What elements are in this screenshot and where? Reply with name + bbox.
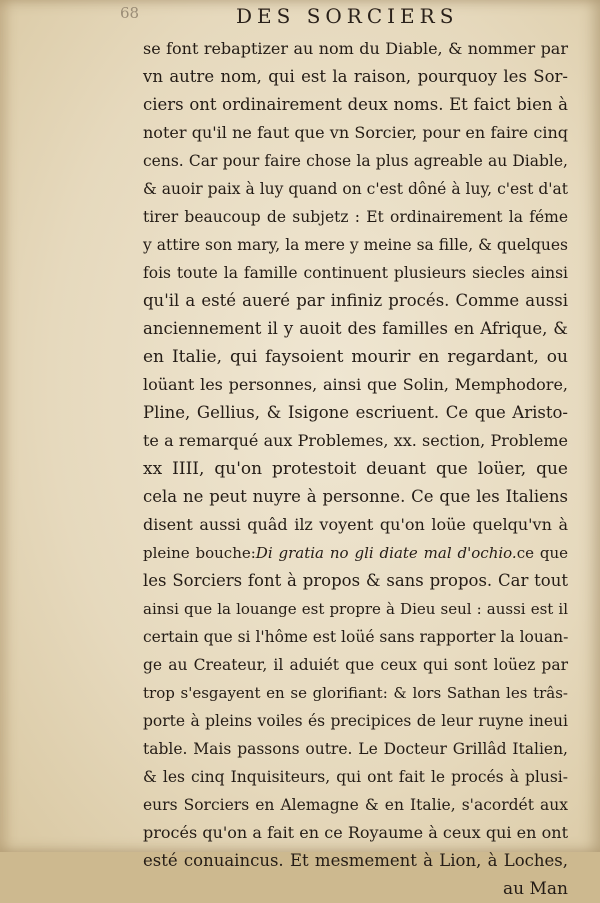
text-line: anciennement il y auoit des familles en Afrique, & — [143, 319, 568, 338]
text-line: & les cinq Inquisiteurs, qui ont fait le procés à plusi- — [143, 768, 568, 786]
text-line: porte à pleins voiles és precipices de leur ruyne ineui — [143, 712, 568, 730]
text-line: trop s'esgayent en se glorifiant: & lors Sathan les trâs- — [143, 684, 568, 702]
body-text — [143, 35, 568, 903]
text-line: cela ne peut nuyre à personne. Ce que les Italiens — [143, 487, 568, 506]
text-line: procés qu'on a fait en ce Royaume à ceux qui en ont — [143, 823, 568, 842]
text-line: vn autre nom, qui est la raison, pourquoy les Sor- — [143, 67, 568, 86]
text-line-with-quote — [143, 539, 568, 567]
text-line: tirer beaucoup de subjetz : Et ordinairement la féme — [143, 208, 568, 226]
text-line: certain que si l'hôme est loüé sans rapporter la louan- — [143, 628, 569, 646]
text-line: les Sorciers font à propos & sans propos. Car tout — [143, 571, 568, 590]
text-line: noter qu'il ne faut que vn Sorcier, pour en faire cinq — [143, 123, 568, 142]
text-line: esté conuaincus. Et mesmement à Lion, à Loches, — [143, 851, 568, 870]
page-number: 68 — [120, 4, 140, 22]
running-title: DES SORCIERS — [236, 4, 459, 28]
text-line: & auoir paix à luy quand on c'est dôné à luy, c'est d'at — [143, 180, 568, 198]
text-line: fois toute la famille continuent plusieurs siecles ainsi — [143, 264, 568, 282]
text-segment: pleine bouche: — [143, 544, 256, 562]
text-line: cens. Car pour faire chose la plus agreable au Diable, — [143, 152, 568, 170]
text-line: ainsi que la louange est propre à Dieu seul : aussi est il — [143, 600, 568, 618]
text-line: se font rebaptizer au nom du Diable, & nommer par — [143, 39, 568, 58]
text-line: ge au Createur, il aduiét que ceux qui sont loüez par — [143, 656, 568, 674]
text-line: y attire son mary, la mere y meine sa fille, & quelques — [143, 236, 568, 254]
text-line: table. Mais passons outre. Le Docteur Grillâd Italien, — [143, 740, 568, 758]
catchword: au Man — [503, 879, 568, 899]
text-segment: ce que — [516, 544, 569, 562]
text-line: xx IIII, qu'on protestoit deuant que loüer, que — [143, 459, 568, 479]
text-line: qu'il a esté aueré par infiniz procés. Comme aussi — [143, 291, 568, 310]
text-line: ciers ont ordinairement deux noms. Et faict bien à — [143, 95, 568, 114]
italic-quotation: Di gratia no gli diate mal d'ochio. — [255, 544, 517, 562]
text-line: loüant les personnes, ainsi que Solin, Memphodore, — [143, 375, 568, 394]
text-line: te a remarqué aux Problemes, xx. section, Probleme — [143, 431, 568, 450]
text-line: en Italie, qui faysoient mourir en regardant, ou — [143, 347, 568, 367]
text-line: Pline, Gellius, & Isigone escriuent. Ce que Aristo- — [143, 403, 568, 422]
text-line: eurs Sorciers en Alemagne & en Italie, s'acordét aux — [143, 796, 568, 814]
text-line: disent aussi quâd ilz voyent qu'on loüe quelqu'vn à — [143, 515, 568, 534]
